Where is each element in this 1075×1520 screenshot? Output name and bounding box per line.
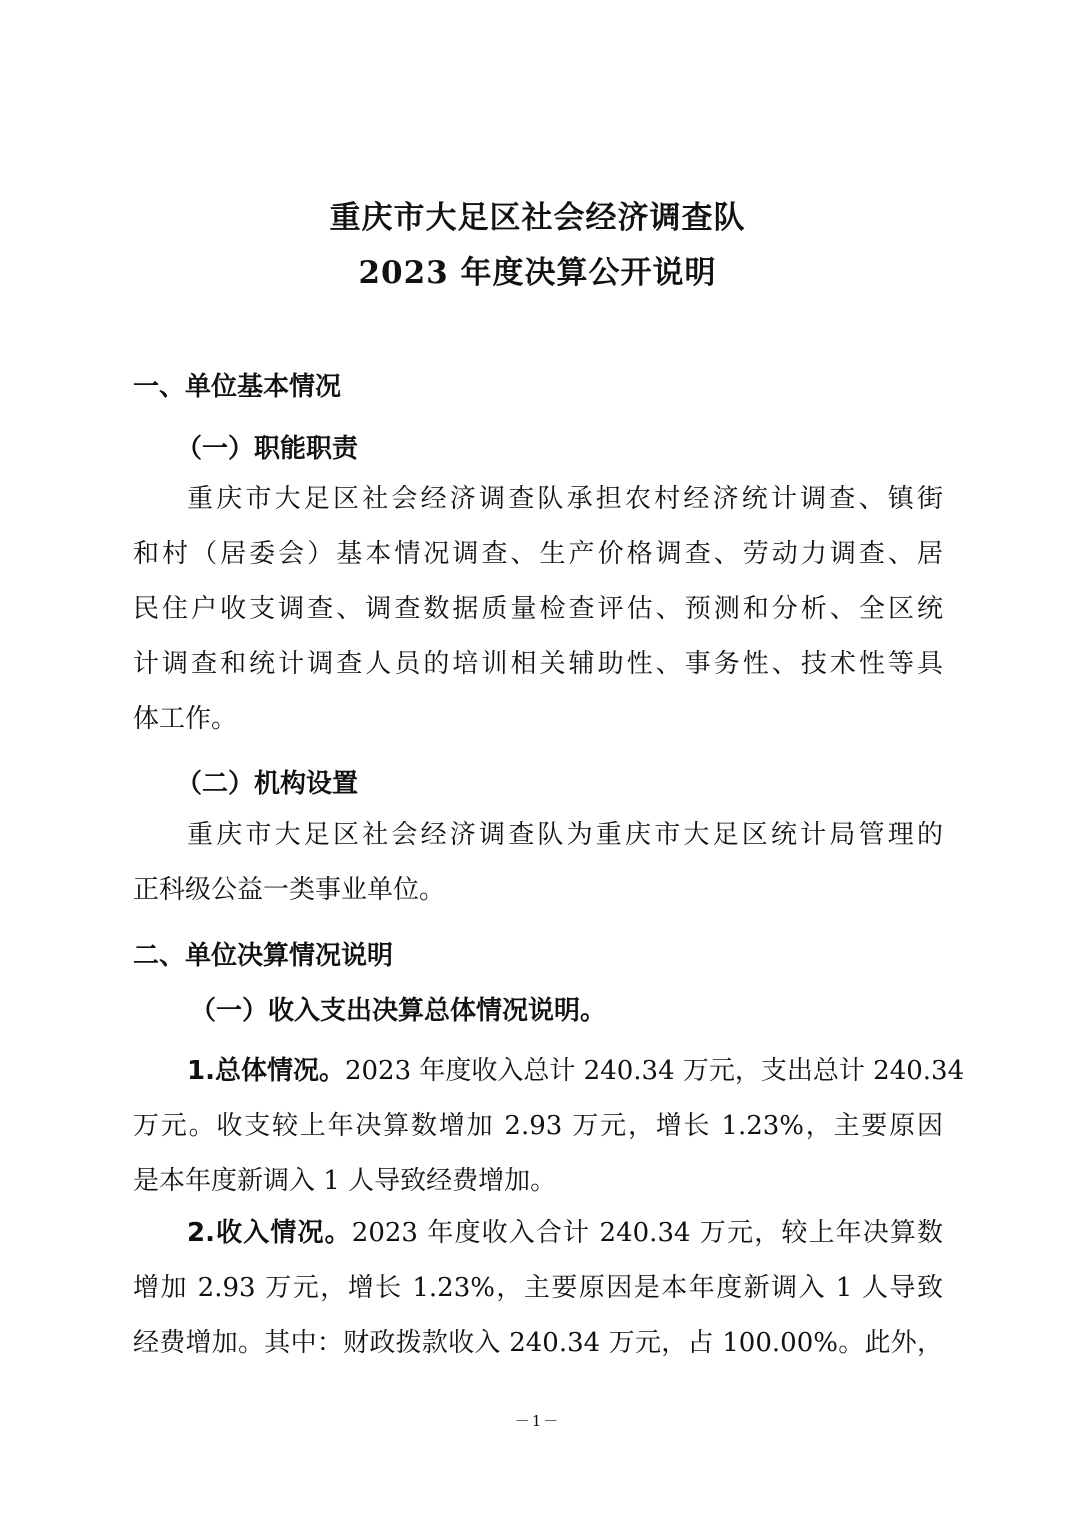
paragraph-line: 是本年度新调入 1 人导致经费增加。 xyxy=(133,1166,557,1196)
section2-item2-paragraph xyxy=(133,1206,943,1371)
paragraph-line xyxy=(133,1044,965,1099)
paragraph-line: 经费增加。其中：财政拨款收入 240.34 万元，占 100.00%。此外， xyxy=(133,1328,943,1358)
paragraph-line: 体工作。 xyxy=(133,704,238,734)
section1-sub2-heading: （二）机构设置 xyxy=(176,769,359,799)
section2-item1-paragraph xyxy=(133,1044,965,1209)
item1-first-line-text: 2023 年度收入总计 240.34 万元，支出总计 240.34 xyxy=(344,1056,965,1086)
paragraph-line: 重庆市大足区社会经济调查队承担农村经济统计调查、镇街 xyxy=(187,484,943,514)
page-number: －1－ xyxy=(514,1412,561,1430)
paragraph-line xyxy=(133,1206,943,1261)
paragraph-line: 计调查和统计调查人员的培训相关辅助性、事务性、技术性等具 xyxy=(133,649,943,679)
section1-sub1-paragraph xyxy=(133,472,943,747)
paragraph-line: 重庆市大足区社会经济调查队为重庆市大足区统计局管理的 xyxy=(187,820,943,850)
paragraph-line: 和村（居委会）基本情况调查、生产价格调查、劳动力调查、居 xyxy=(133,539,943,569)
section1-heading: 一、单位基本情况 xyxy=(133,372,342,402)
paragraph-line: 正科级公益一类事业单位。 xyxy=(133,875,446,905)
paragraph-line: 增加 2.93 万元，增长 1.23%，主要原因是本年度新调入 1 人导致 xyxy=(133,1273,943,1303)
paragraph-line: 万元。收支较上年决算数增加 2.93 万元，增长 1.23%，主要原因 xyxy=(133,1111,943,1141)
document-title-line2: 2023 年度决算公开说明 xyxy=(358,255,717,291)
section2-sub1-heading: （一）收入支出决算总体情况说明。 xyxy=(190,996,607,1026)
section2-heading: 二、单位决算情况说明 xyxy=(133,941,394,971)
item2-first-line-text: 2023 年度收入合计 240.34 万元，较上年决算数 xyxy=(351,1218,944,1248)
item2-lead: 2.收入情况。 xyxy=(187,1218,352,1248)
section1-sub1-heading: （一）职能职责 xyxy=(176,434,359,464)
paragraph-line: 民住户收支调查、调查数据质量检查评估、预测和分析、全区统 xyxy=(133,594,943,624)
section1-sub2-paragraph xyxy=(133,808,943,918)
item1-lead: 1.总体情况。 xyxy=(187,1056,345,1086)
document-title-line1: 重庆市大足区社会经济调查队 xyxy=(329,200,746,236)
